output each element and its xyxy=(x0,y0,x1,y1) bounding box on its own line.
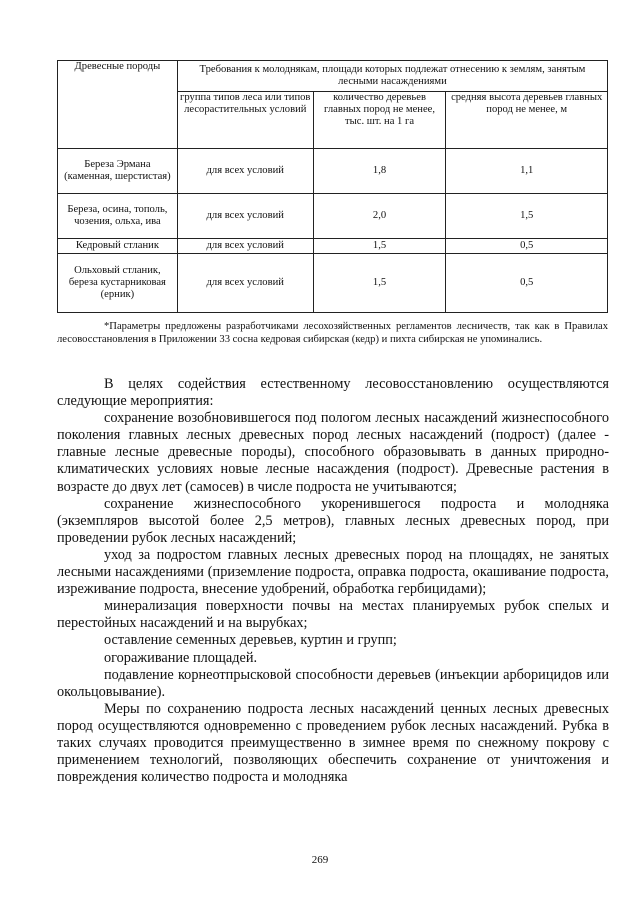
table-footnote xyxy=(57,320,608,346)
header-requirements: Требования к молоднякам, площади которых подлежат отнесению к землям, занятым лесными насаждениями xyxy=(177,61,607,92)
cell-species: Береза, осина, тополь, чозения, ольха, ива xyxy=(58,194,178,239)
footnote-text: *Параметры предложены разработчиками лесохозяйственных регламентов лесничеств, так как в Правилах лесовосстановления в Приложении 33 сосна кедровая сибирская (кедр) и пихта сибирская не упоминались. xyxy=(57,321,608,345)
paragraph-item: сохранение возобновившегося под пологом лесных насаждений жизнеспособного поколения главных лесных древесных пород лесных насаждений (подрост) (далее - главные лесные древесные породы), способного образовывать в данных природно-климатических условиях новые лесные насаждения (подрост). Древесные растения в возрасте до двух лет (самосев) в числе подроста не учитываются; xyxy=(57,410,609,495)
cell-height: 0,5 xyxy=(446,254,608,313)
table-header-row xyxy=(58,61,608,92)
page-number: 269 xyxy=(311,854,329,866)
table-row xyxy=(58,254,608,313)
paragraph-measures: Меры по сохранению подроста лесных насаждений ценных лесных древесных пород осуществляются одновременно с проведением рубок лесных насаждений. Рубка в таких случаях проводится преимущественно в зимнее время по снежному покрову с применением технологий, позволяющих обеспечить сохранение от уничтожения и повреждения количество подроста и молодняка xyxy=(57,700,609,786)
paragraph-item: оставление семенных деревьев, куртин и групп; xyxy=(104,632,397,649)
paragraph-item: минерализация поверхности почвы на местах планируемых рубок спелых и перестойных насаждений и на вырубках; xyxy=(57,598,609,632)
paragraph-intro: В целях содействия естественному лесовосстановлению осуществляются следующие мероприятия: xyxy=(57,376,609,410)
paragraph-item: огораживание площадей. xyxy=(104,649,258,666)
paragraph-item: уход за подростом главных лесных древесных пород на площадях, не занятых лесными насаждениями (приземление подроста, оправка подроста, окашивание подроста, изреживание подроста, внесение удобрений, обработка гербицидами); xyxy=(57,546,609,598)
cell-conditions: для всех условий xyxy=(177,239,313,254)
cell-count: 2,0 xyxy=(313,194,446,239)
cell-species: Кедровый стланик xyxy=(58,239,178,254)
cell-count: 1,5 xyxy=(313,254,446,313)
table-row xyxy=(58,194,608,239)
cell-height: 1,5 xyxy=(446,194,608,239)
paragraph-item: подавление корнеотпрысковой способности деревьев (инъекции арборицидов или окольцовывание). xyxy=(57,666,609,700)
cell-count: 1,5 xyxy=(313,239,446,254)
cell-species: Береза Эрмана (каменная, шерстистая) xyxy=(58,149,178,194)
table-row xyxy=(58,239,608,254)
cell-count: 1,8 xyxy=(313,149,446,194)
paragraph-item: сохранение жизнеспособного укоренившегося подроста и молодняка (экземпляров высотой более 2,5 метров), главных лесных древесных пород, при проведении рубок лесных насаждений; xyxy=(57,495,609,546)
cell-conditions: для всех условий xyxy=(177,254,313,313)
header-tree-count: количество деревьев главных пород не менее, тыс. шт. на 1 га xyxy=(313,92,446,149)
cell-species: Ольховый стланик, береза кустарниковая (ерник) xyxy=(58,254,178,313)
header-species: Древесные породы xyxy=(58,61,178,149)
cell-conditions: для всех условий xyxy=(177,149,313,194)
young-growth-requirements-table xyxy=(57,60,608,313)
body-text xyxy=(57,376,609,786)
cell-height: 0,5 xyxy=(446,239,608,254)
header-avg-height: средняя высота деревьев главных пород не менее, м xyxy=(446,92,608,149)
cell-height: 1,1 xyxy=(446,149,608,194)
header-forest-type-group: группа типов леса или типов лесорастительных условий xyxy=(177,92,313,149)
table-row xyxy=(58,149,608,194)
cell-conditions: для всех условий xyxy=(177,194,313,239)
